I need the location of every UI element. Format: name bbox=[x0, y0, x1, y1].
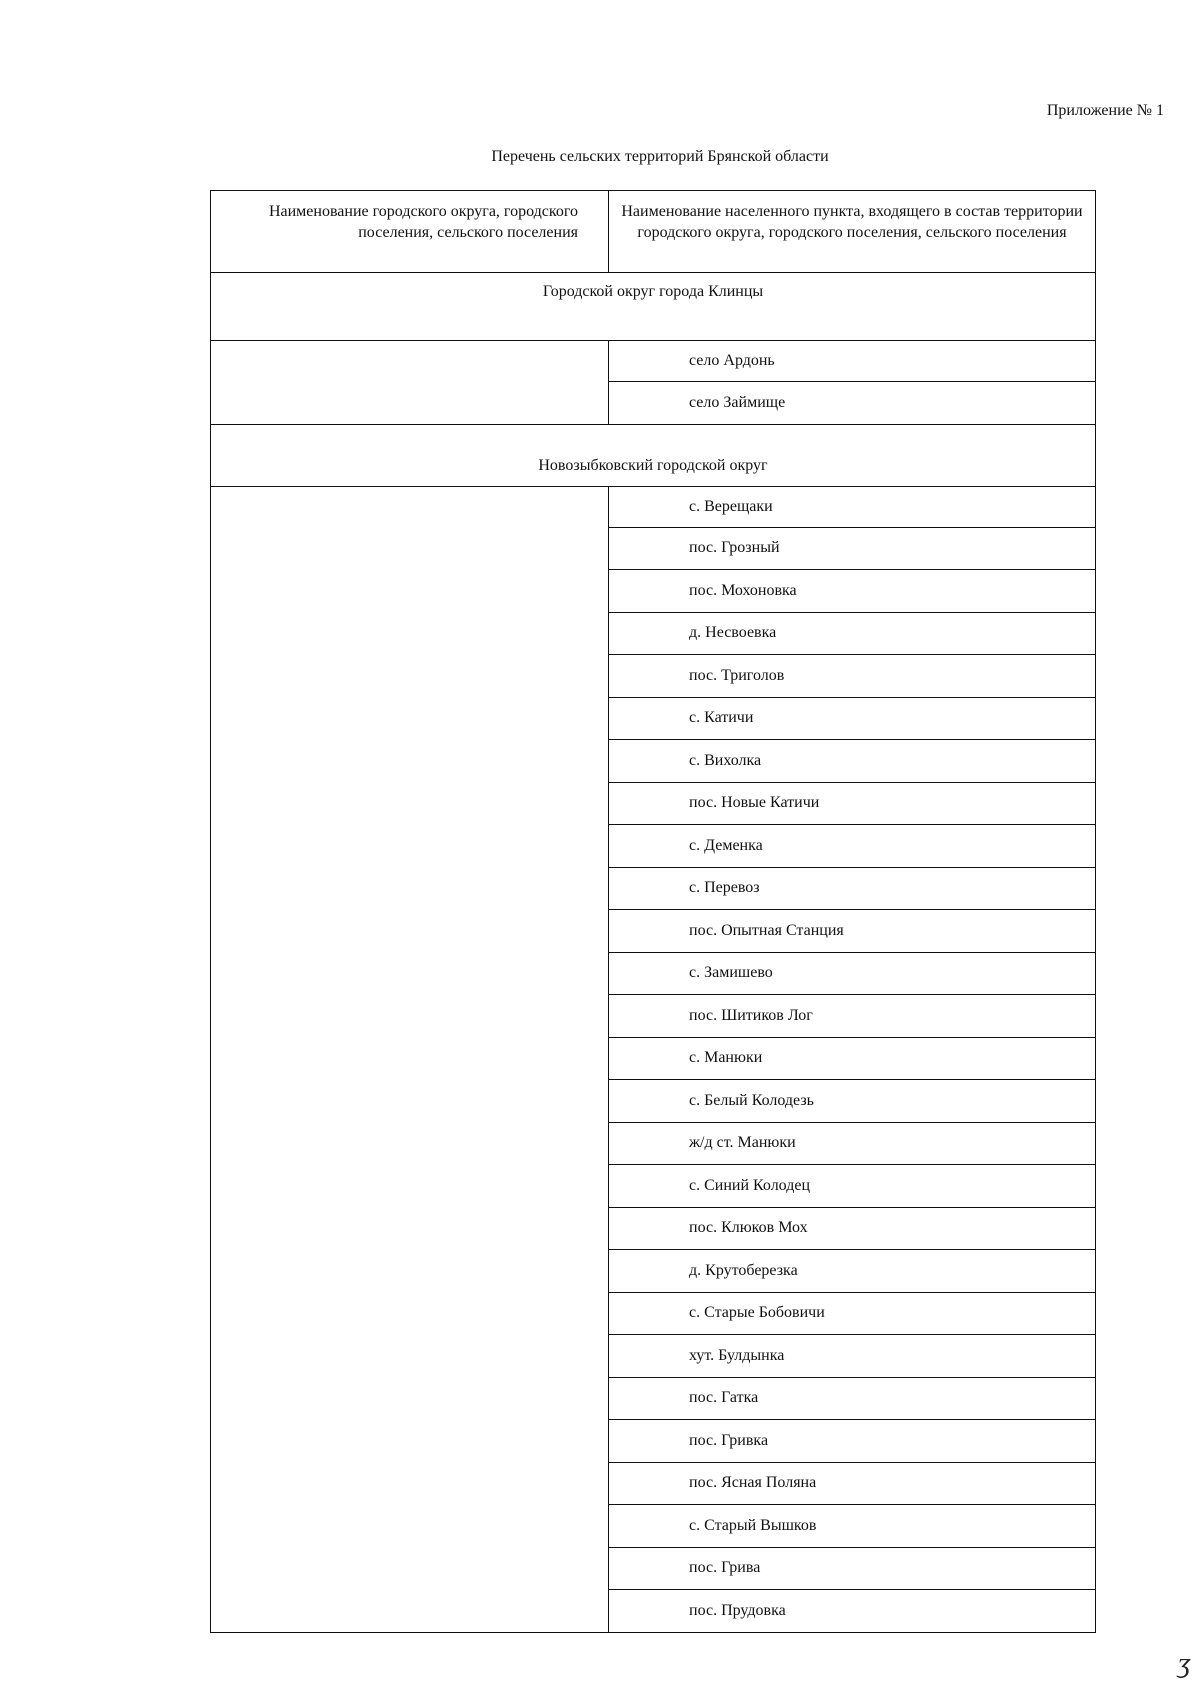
settlement-cell: ж/д ст. Манюки bbox=[609, 1122, 1096, 1165]
settlement-cell: с. Перевоз bbox=[609, 867, 1096, 910]
settlement-cell: с. Катичи bbox=[609, 697, 1096, 740]
territories-table bbox=[210, 190, 1096, 1633]
settlement-cell: село Ардонь bbox=[609, 341, 1096, 382]
settlement-cell: пос. Триголов bbox=[609, 655, 1096, 698]
settlement-cell: пос. Шитиков Лог bbox=[609, 995, 1096, 1038]
settlement-cell: пос. Грива bbox=[609, 1547, 1096, 1590]
settlement-cell: хут. Булдынка bbox=[609, 1335, 1096, 1378]
settlement-cell: пос. Прудовка bbox=[609, 1590, 1096, 1633]
settlement-cell: пос. Гатка bbox=[609, 1377, 1096, 1420]
settlement-cell: пос. Грозный bbox=[609, 527, 1096, 570]
section-title: Новозыбковский городской округ bbox=[211, 424, 1096, 486]
settlement-cell: с. Старый Вышков bbox=[609, 1505, 1096, 1548]
header-district: Наименование городского округа, городского поселения, сельского поселения bbox=[211, 191, 609, 273]
appendix-label: Приложение № 1 bbox=[1046, 102, 1164, 119]
table-header-row bbox=[211, 191, 1096, 273]
document-title: Перечень сельских территорий Брянской области bbox=[491, 148, 829, 165]
section-row bbox=[211, 273, 1096, 341]
settlement-cell: с. Синий Колодец bbox=[609, 1165, 1096, 1208]
settlement-cell: с. Белый Колодезь bbox=[609, 1080, 1096, 1123]
settlement-cell: пос. Ясная Поляна bbox=[609, 1462, 1096, 1505]
handwritten-mark: ʒ bbox=[1178, 1648, 1191, 1679]
settlement-cell: д. Крутоберезка bbox=[609, 1250, 1096, 1293]
settlement-cell: село Займище bbox=[609, 382, 1096, 425]
settlement-cell: с. Вихолка bbox=[609, 740, 1096, 783]
settlement-cell: пос. Новые Катичи bbox=[609, 782, 1096, 825]
settlement-cell: пос. Гривка bbox=[609, 1420, 1096, 1463]
settlement-cell: с. Замишево bbox=[609, 952, 1096, 995]
header-settlement: Наименование населенного пункта, входящего в состав территории городского округа, городского поселения, сельского поселения bbox=[609, 191, 1096, 273]
settlement-cell: с. Старые Бобовичи bbox=[609, 1292, 1096, 1335]
table-row bbox=[211, 341, 1096, 382]
settlement-cell: с. Манюки bbox=[609, 1037, 1096, 1080]
settlement-cell: д. Несвоевка bbox=[609, 612, 1096, 655]
settlement-cell: пос. Опытная Станция bbox=[609, 910, 1096, 953]
district-cell bbox=[211, 341, 609, 425]
district-cell bbox=[211, 486, 609, 1632]
table-row bbox=[211, 486, 1096, 527]
section-row bbox=[211, 424, 1096, 486]
section-title: Городской округ города Клинцы bbox=[211, 273, 1096, 341]
settlement-cell: с. Верещаки bbox=[609, 486, 1096, 527]
settlement-cell: с. Деменка bbox=[609, 825, 1096, 868]
settlement-cell: пос. Мохоновка bbox=[609, 570, 1096, 613]
settlement-cell: пос. Клюков Мох bbox=[609, 1207, 1096, 1250]
